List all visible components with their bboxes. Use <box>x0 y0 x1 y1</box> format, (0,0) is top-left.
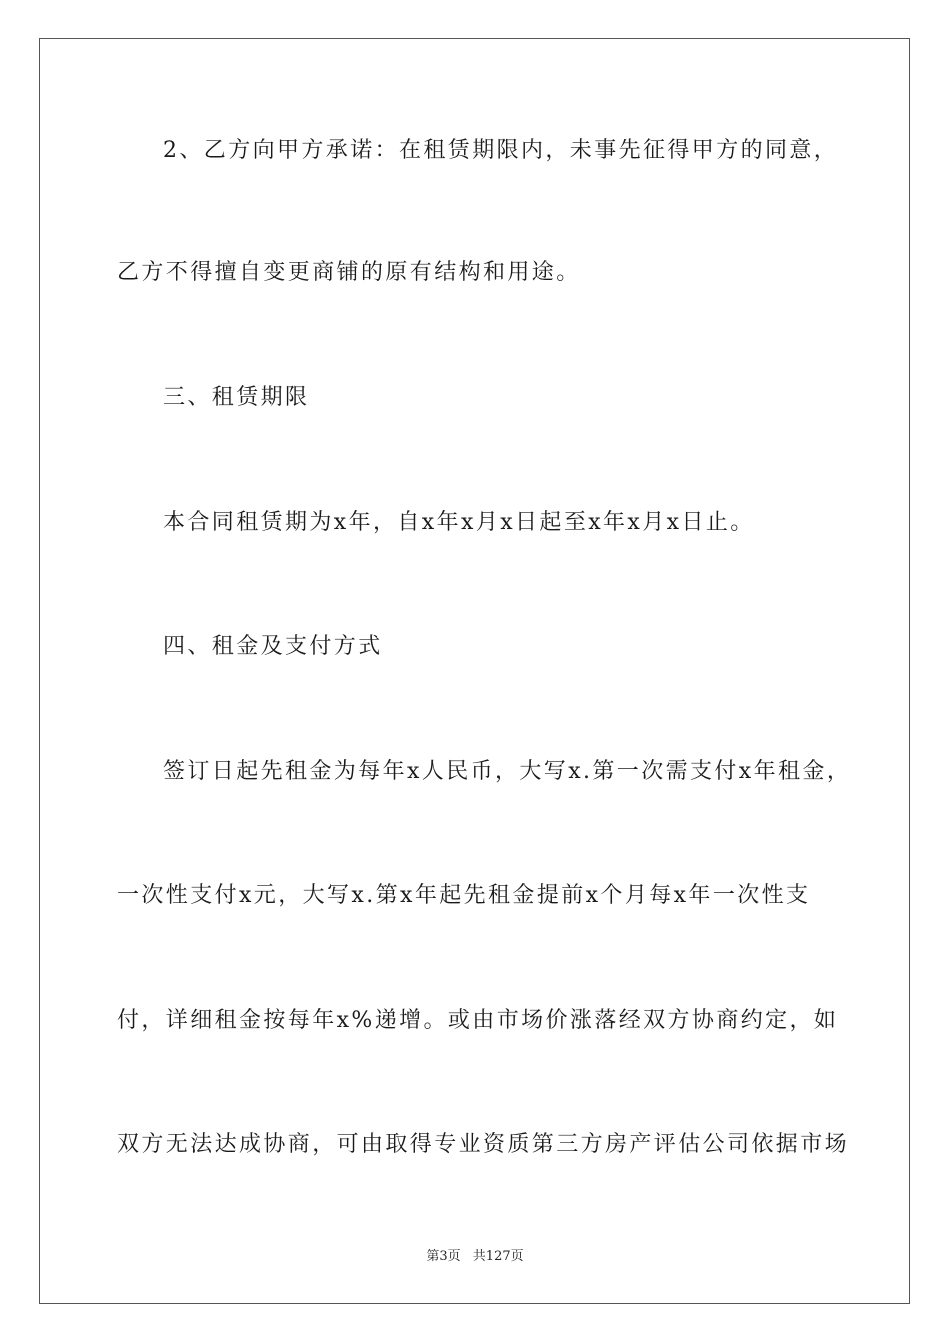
total-pages: 共127页 <box>472 1249 524 1264</box>
paragraph-line-1: 2、乙方向甲方承诺：在租赁期限内，未事先征得甲方的同意， <box>163 138 839 163</box>
paragraph-line-6: 付，详细租金按每年x%递增。或由市场价涨落经双方协商约定，如 <box>117 1008 839 1033</box>
section-heading-rent-payment: 四、租金及支付方式 <box>163 634 383 659</box>
paragraph-line-2: 乙方不得擅自变更商铺的原有结构和用途。 <box>117 260 581 285</box>
paragraph-line-7: 双方无法达成协商，可由取得专业资质第三方房产评估公司依据市场 <box>117 1132 850 1157</box>
section-heading-lease-term: 三、租赁期限 <box>163 385 310 410</box>
paragraph-line-4: 签订日起先租金为每年x人民币，大写x.第一次需支付x年租金， <box>163 759 852 784</box>
paragraph-line-5: 一次性支付x元，大写x.第x年起先租金提前x个月每x年一次性支 <box>117 883 811 908</box>
paragraph-line-3: 本合同租赁期为x年，自x年x月x日起至x年x月x日止。 <box>163 510 755 535</box>
page-frame <box>39 38 910 1304</box>
page-footer <box>0 1248 950 1266</box>
page-number: 第3页 <box>426 1249 461 1264</box>
